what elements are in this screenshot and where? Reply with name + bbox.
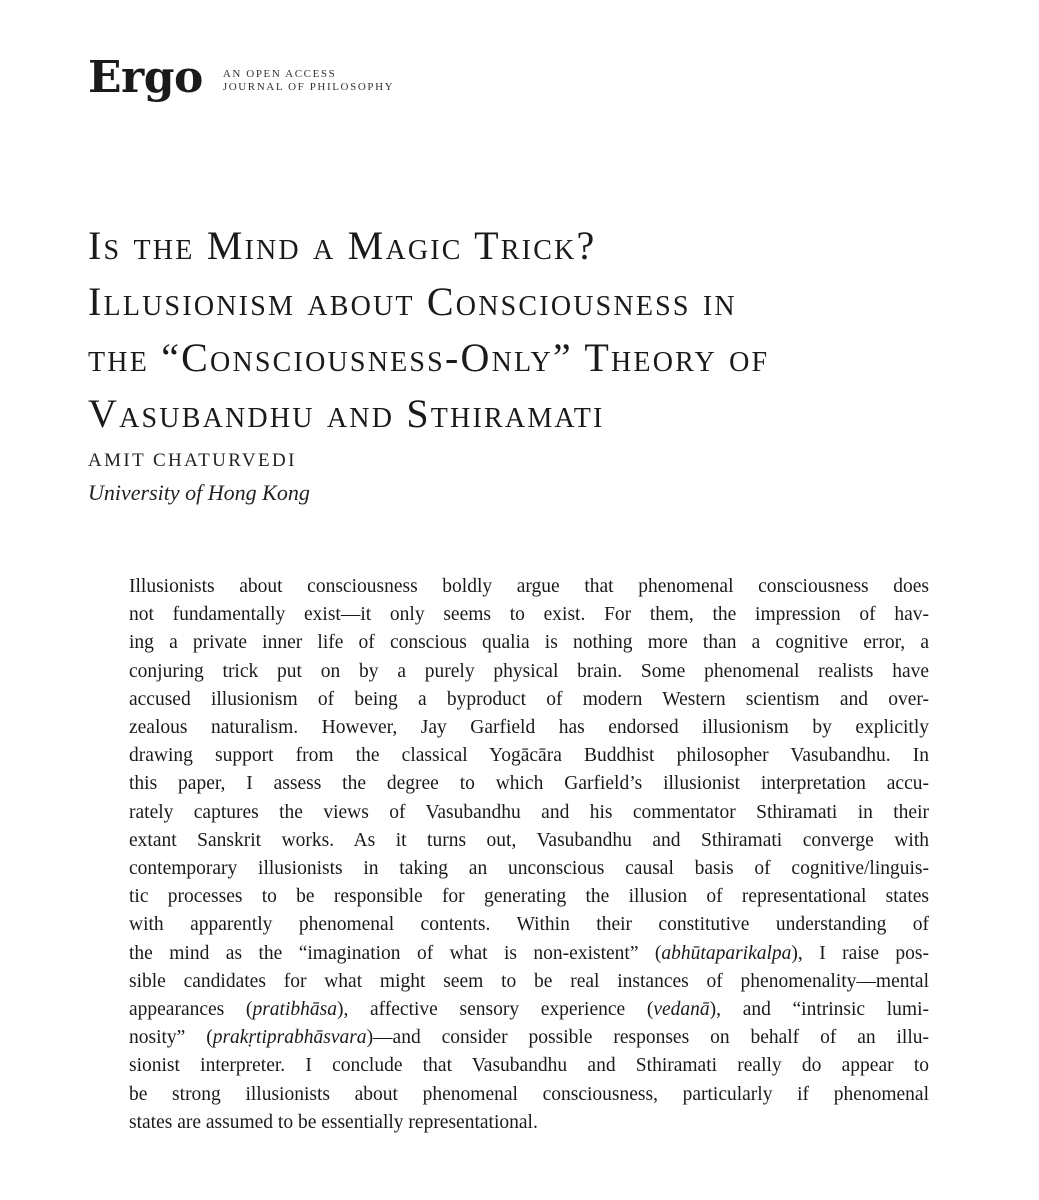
abstract-line — [129, 996, 929, 1024]
title-line-1: Is the Mind a Magic Trick? — [88, 223, 597, 268]
article-title — [88, 218, 988, 442]
abstract-text: ), and “intrinsic lumi- — [709, 999, 929, 1021]
abstract — [129, 573, 929, 1137]
title-line-3: the “Consciousness-Only” Theory of — [88, 335, 770, 380]
abstract-line: contemporary illusionists in taking an unconscious causal basis of cognitive/linguis- — [129, 858, 929, 880]
abstract-line: be strong illusionists about phenomenal consciousness, particularly if phenomenal — [129, 1083, 929, 1105]
sanskrit-term: vedanā — [653, 999, 710, 1021]
abstract-line: with apparently phenomenal contents. Within their constitutive understanding of — [129, 914, 929, 936]
sanskrit-term: pratibhāsa — [252, 999, 337, 1021]
abstract-text: the mind as the “imagination of what is non-existent” ( — [129, 942, 662, 964]
tagline-line-1: AN OPEN ACCESS — [222, 68, 337, 80]
abstract-line: accused illusionism of being a byproduct of modern Western scientism and over- — [129, 688, 929, 710]
abstract-line: tic processes to be responsible for generating the illusion of representational states — [129, 886, 929, 908]
journal-tagline — [223, 62, 394, 94]
abstract-text: appearances ( — [129, 999, 253, 1021]
abstract-line: Illusionists about consciousness boldly argue that phenomenal consciousness does — [129, 576, 929, 597]
abstract-line: zealous naturalism. However, Jay Garfield has endorsed illusionism by explicitly — [129, 717, 929, 739]
tagline-line-2: JOURNAL OF PHILOSOPHY — [222, 81, 395, 93]
abstract-line — [129, 1024, 929, 1052]
title-line-2: Illusionism about Consciousness in — [88, 279, 737, 324]
author-affiliation: University of Hong Kong — [88, 480, 310, 505]
abstract-line: states are assumed to be essentially representational. — [129, 1111, 538, 1133]
sanskrit-term: abhūtaparikalpa — [661, 942, 792, 964]
abstract-text: )—and consider possible responses on behalf of an illu- — [366, 1027, 929, 1049]
abstract-line: sionist interpreter. I conclude that Vasubandhu and Sthiramati really do appear to — [129, 1055, 929, 1077]
sanskrit-term: prakṛtiprabhāsvara — [212, 1027, 367, 1049]
abstract-line: ing a private inner life of conscious qualia is nothing more than a cognitive error, a — [129, 632, 929, 654]
abstract-line: this paper, I assess the degree to which Garfield’s illusionist interpretation accu- — [129, 773, 929, 795]
abstract-text: nosity” ( — [129, 1027, 213, 1049]
journal-masthead — [88, 52, 395, 103]
abstract-line: rately captures the views of Vasubandhu and his commentator Sthiramati in their — [129, 801, 929, 823]
abstract-line: conjuring trick put on by a purely physical brain. Some phenomenal realists have — [129, 660, 929, 682]
abstract-line — [129, 940, 929, 968]
abstract-text: ), I raise pos- — [791, 942, 929, 964]
title-line-4: Vasubandhu and Sthiramati — [88, 391, 605, 436]
abstract-text: ), affective sensory experience ( — [336, 999, 654, 1021]
abstract-line: sible candidates for what might seem to be real instances of phenomenality—mental — [129, 970, 929, 992]
abstract-line: drawing support from the classical Yogācāra Buddhist philosopher Vasubandhu. In — [129, 745, 929, 767]
journal-logo: Ergo — [88, 52, 203, 103]
abstract-line: extant Sanskrit works. As it turns out, Vasubandhu and Sthiramati converge with — [129, 829, 929, 851]
abstract-line: not fundamentally exist—it only seems to exist. For them, the impression of hav- — [129, 604, 929, 626]
author-name: AMIT CHATURVEDI — [88, 450, 297, 471]
